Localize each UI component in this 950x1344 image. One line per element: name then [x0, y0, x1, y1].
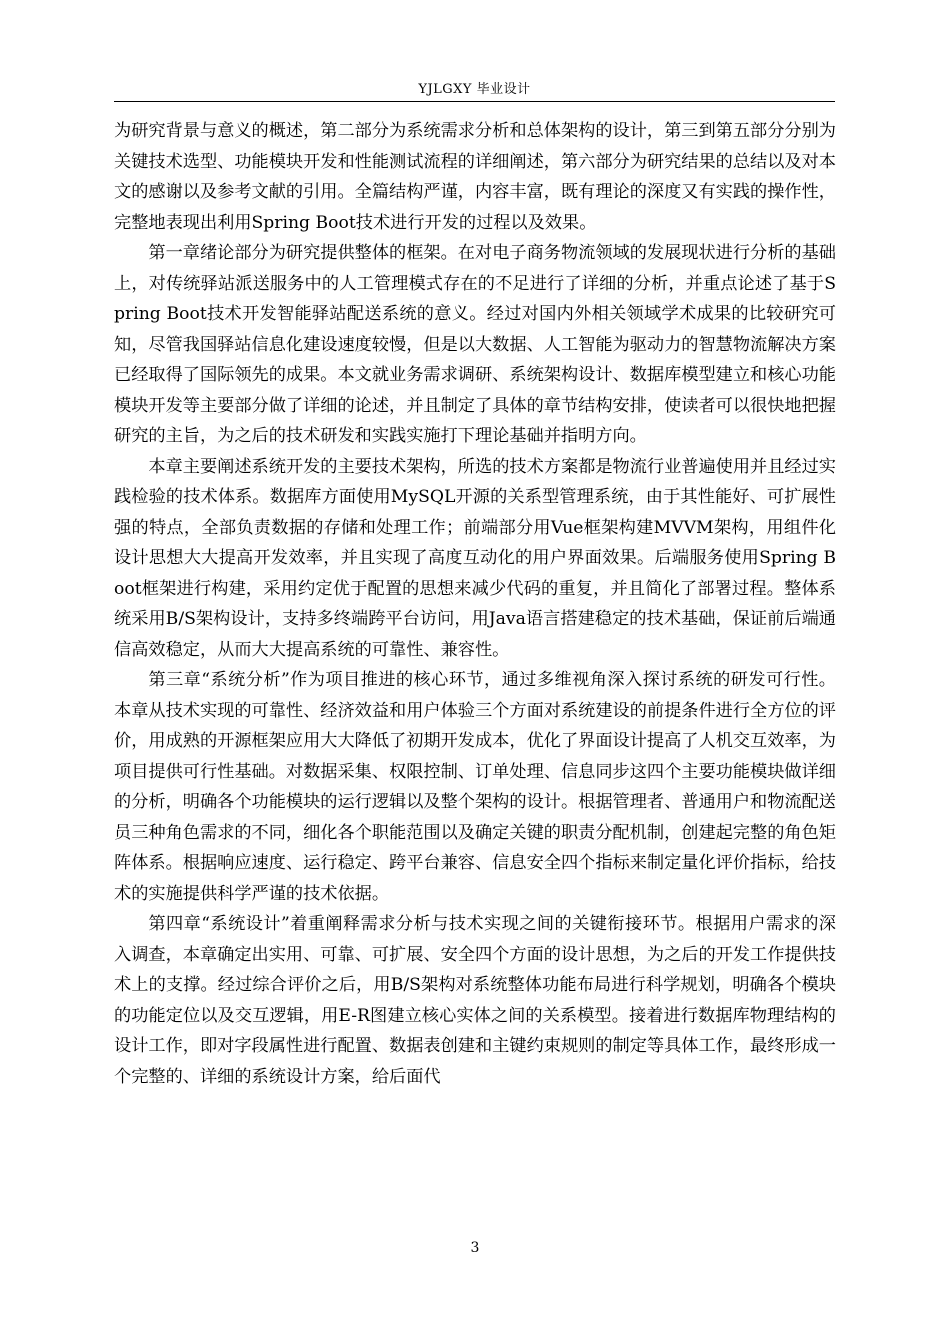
paragraph-continued-overview: 为研究背景与意义的概述，第二部分为系统需求分析和总体架构的设计，第三到第五部分分别为关键技术选型、功能模块开发和性能测试流程的详细阐述，第六部分为研究结果的总结以及对本文的感谢以及参考文献的引用。全篇结构严谨，内容丰富，既有理论的深度又有实践的操作性，完整地表现出利用Spring Boot技术进行开发的过程以及效果。 — [114, 121, 836, 233]
paragraph-chapter-four: 第四章“系统设计”着重阐释需求分析与技术实现之间的关键衔接环节。根据用户需求的深入调查，本章确定出实用、可靠、可扩展、安全四个方面的设计思想，为之后的开发工作提供技术上的支撑。经过综合评价之后，用B/S架构对系统整体功能布局进行科学规划，明确各个模块的功能定位以及交互逻辑，用E-R图建立核心实体之间的关系模型。接着进行数据库物理结构的设计工作，即对字段属性进行配置、数据表创建和主键约束规则的制定等具体工作，最终形成一个完整的、详细的系统设计方案，给后面代 — [114, 914, 836, 1087]
paragraph-chapter-two: 本章主要阐述系统开发的主要技术架构，所选的技术方案都是物流行业普遍使用并且经过实践检验的技术体系。数据库方面使用MySQL开源的关系型管理系统，由于其性能好、可扩展性强的特点，全部负责数据的存储和处理工作；前端部分用Vue框架构建MVVM架构，用组件化设计思想大大提高开发效率，并且实现了高度互动化的用户界面效果。后端服务使用Spring Boot框架进行构建，采用约定优于配置的思想来减少代码的重复，并且简化了部署过程。整体系统采用B/S架构设计，支持多终端跨平台访问，用Java语言搭建稳定的技术基础，保证前后端通信高效稳定，从而大大提高系统的可靠性、兼容性。 — [114, 456, 836, 660]
page-number: 3 — [470, 1240, 480, 1256]
page-header — [114, 70, 835, 102]
paragraph-chapter-three: 第三章“系统分析”作为项目推进的核心环节，通过多维视角深入探讨系统的研发可行性。本章从技术实现的可靠性、经济效益和用户体验三个方面对系统建设的前提条件进行全方位的评价，用成熟的开源框架应用大大降低了初期开发成本，优化了界面设计提高了人机交互效率，为项目提供可行性基础。对数据采集、权限控制、订单处理、信息同步这四个主要功能模块做详细的分析，明确各个功能模块的运行逻辑以及整个架构的设计。根据管理者、普通用户和物流配送员三种角色需求的不同，细化各个职能范围以及确定关键的职责分配机制，创建起完整的角色矩阵体系。根据响应速度、运行稳定、跨平台兼容、信息安全四个指标来制定量化评价指标，给技术的实施提供科学严谨的技术依据。 — [114, 670, 836, 904]
header-title: YJLGXY 毕业设计 — [418, 82, 531, 97]
document-body — [114, 116, 836, 1092]
paragraph-chapter-one: 第一章绪论部分为研究提供整体的框架。在对电子商务物流领域的发展现状进行分析的基础上，对传统驿站派送服务中的人工管理模式存在的不足进行了详细的分析，并重点论述了基于Spring Boot技术开发智能驿站配送系统的意义。经过对国内外相关领域学术成果的比较研究可知，尽管我国驿站信息化建设速度较慢，但是以大数据、人工智能为驱动力的智慧物流解决方案已经取得了国际领先的成果。本文就业务需求调研、系统架构设计、数据库模型建立和核心功能模块开发等主要部分做了详细的论述，并且制定了具体的章节结构安排，使读者可以很快地把握研究的主旨，为之后的技术研发和实践实施打下理论基础并指明方向。 — [114, 243, 836, 446]
